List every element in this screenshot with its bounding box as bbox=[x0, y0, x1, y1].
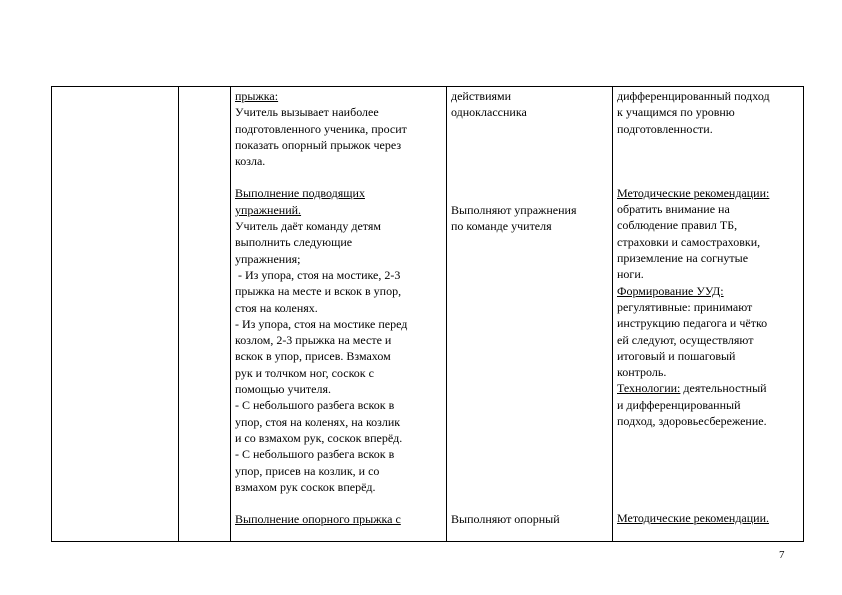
exercise-line: - Из упора, стоя на мостике перед bbox=[235, 316, 408, 331]
column-divider-3 bbox=[446, 87, 447, 541]
jump-demo-heading: прыжка: bbox=[235, 89, 279, 103]
methodology-line: обратить внимание на bbox=[617, 202, 730, 217]
methodology-line: дифференцированный подход bbox=[617, 89, 770, 103]
column-divider-1 bbox=[178, 87, 179, 541]
exercise-line: рук и толчком ног, соскок с bbox=[235, 365, 374, 380]
jump-demo-line: показать опорный прыжок через bbox=[235, 137, 402, 152]
methodology-line: инструкцию педагога и чётко bbox=[617, 316, 768, 331]
methodology-line: контроль. bbox=[617, 365, 667, 380]
recommendations-heading: Методические рекомендации: bbox=[617, 185, 770, 200]
methodology-line: ей следуют, осуществляют bbox=[617, 332, 754, 347]
methodology-cell bbox=[617, 88, 802, 527]
exercise-line: упражнения; bbox=[235, 251, 301, 266]
technologies-line bbox=[617, 380, 802, 396]
student-activity-cell bbox=[451, 88, 609, 527]
methodology-line: подход, здоровьесбережение. bbox=[617, 414, 767, 429]
vault-heading: Выполнение опорного прыжка с bbox=[235, 512, 401, 527]
exercise-line: вскок в упор, присев. Взмахом bbox=[235, 349, 391, 364]
jump-demo-line: подготовленного ученика, просит bbox=[235, 121, 407, 136]
exercise-line: упор, присев на козлик, и со bbox=[235, 463, 380, 478]
exercise-line: - Из упора, стоя на мостике, 2-3 bbox=[235, 267, 401, 282]
exercise-line: Учитель даёт команду детям bbox=[235, 219, 381, 234]
methodology-line: подготовленности. bbox=[617, 121, 713, 136]
exercise-line: козлом, 2-3 прыжка на месте и bbox=[235, 333, 392, 348]
exercise-line: и со взмахом рук, соскок вперёд. bbox=[235, 430, 403, 445]
exercise-line: стоя на коленях. bbox=[235, 300, 318, 315]
student-activity-line: по команде учителя bbox=[451, 218, 552, 233]
student-activity-line: Выполняют опорный bbox=[451, 512, 560, 527]
student-activity-line: Выполняют упражнения bbox=[451, 202, 577, 217]
teacher-activity-cell bbox=[235, 88, 440, 527]
lead-up-exercises-heading: упражнений. bbox=[235, 202, 302, 217]
exercise-line: - С небольшого разбега вскок в bbox=[235, 447, 395, 462]
column-divider-4 bbox=[612, 87, 613, 541]
exercise-line: прыжка на месте и вскок в упор, bbox=[235, 284, 402, 299]
methodology-line: ноги. bbox=[617, 267, 644, 282]
recommendations-heading: Методические рекомендации. bbox=[617, 511, 770, 526]
methodology-line: соблюдение правил ТБ, bbox=[617, 218, 738, 233]
exercise-line: взмахом рук соскок вперёд. bbox=[235, 479, 376, 494]
technologies-text: деятельностный bbox=[680, 381, 767, 396]
student-activity-line: действиями bbox=[451, 89, 512, 103]
lead-up-exercises-heading: Выполнение подводящих bbox=[235, 186, 365, 201]
methodology-line: и дифференцированный bbox=[617, 397, 741, 412]
methodology-line: страховки и самостраховки, bbox=[617, 234, 761, 249]
jump-demo-line: козла. bbox=[235, 154, 266, 169]
exercise-line: упор, стоя на коленях, на козлик bbox=[235, 414, 401, 429]
methodology-line: итоговый и пошаговый bbox=[617, 348, 736, 363]
uud-heading: Формирование УУД: bbox=[617, 283, 724, 298]
exercise-line: помощью учителя. bbox=[235, 382, 331, 397]
exercise-line: - С небольшого разбега вскок в bbox=[235, 398, 395, 413]
jump-demo-line: Учитель вызывает наиболее bbox=[235, 105, 379, 120]
technologies-heading: Технологии: bbox=[617, 381, 681, 396]
methodology-line: приземление на согнутые bbox=[617, 251, 749, 266]
page-number: 7 bbox=[779, 549, 785, 561]
student-activity-line: одноклассника bbox=[451, 105, 527, 120]
methodology-line: к учащимся по уровню bbox=[617, 105, 735, 120]
column-divider-2 bbox=[230, 87, 231, 541]
exercise-line: выполнить следующие bbox=[235, 235, 353, 250]
lesson-plan-table bbox=[51, 86, 804, 542]
methodology-line: регулятивные: принимают bbox=[617, 299, 753, 314]
